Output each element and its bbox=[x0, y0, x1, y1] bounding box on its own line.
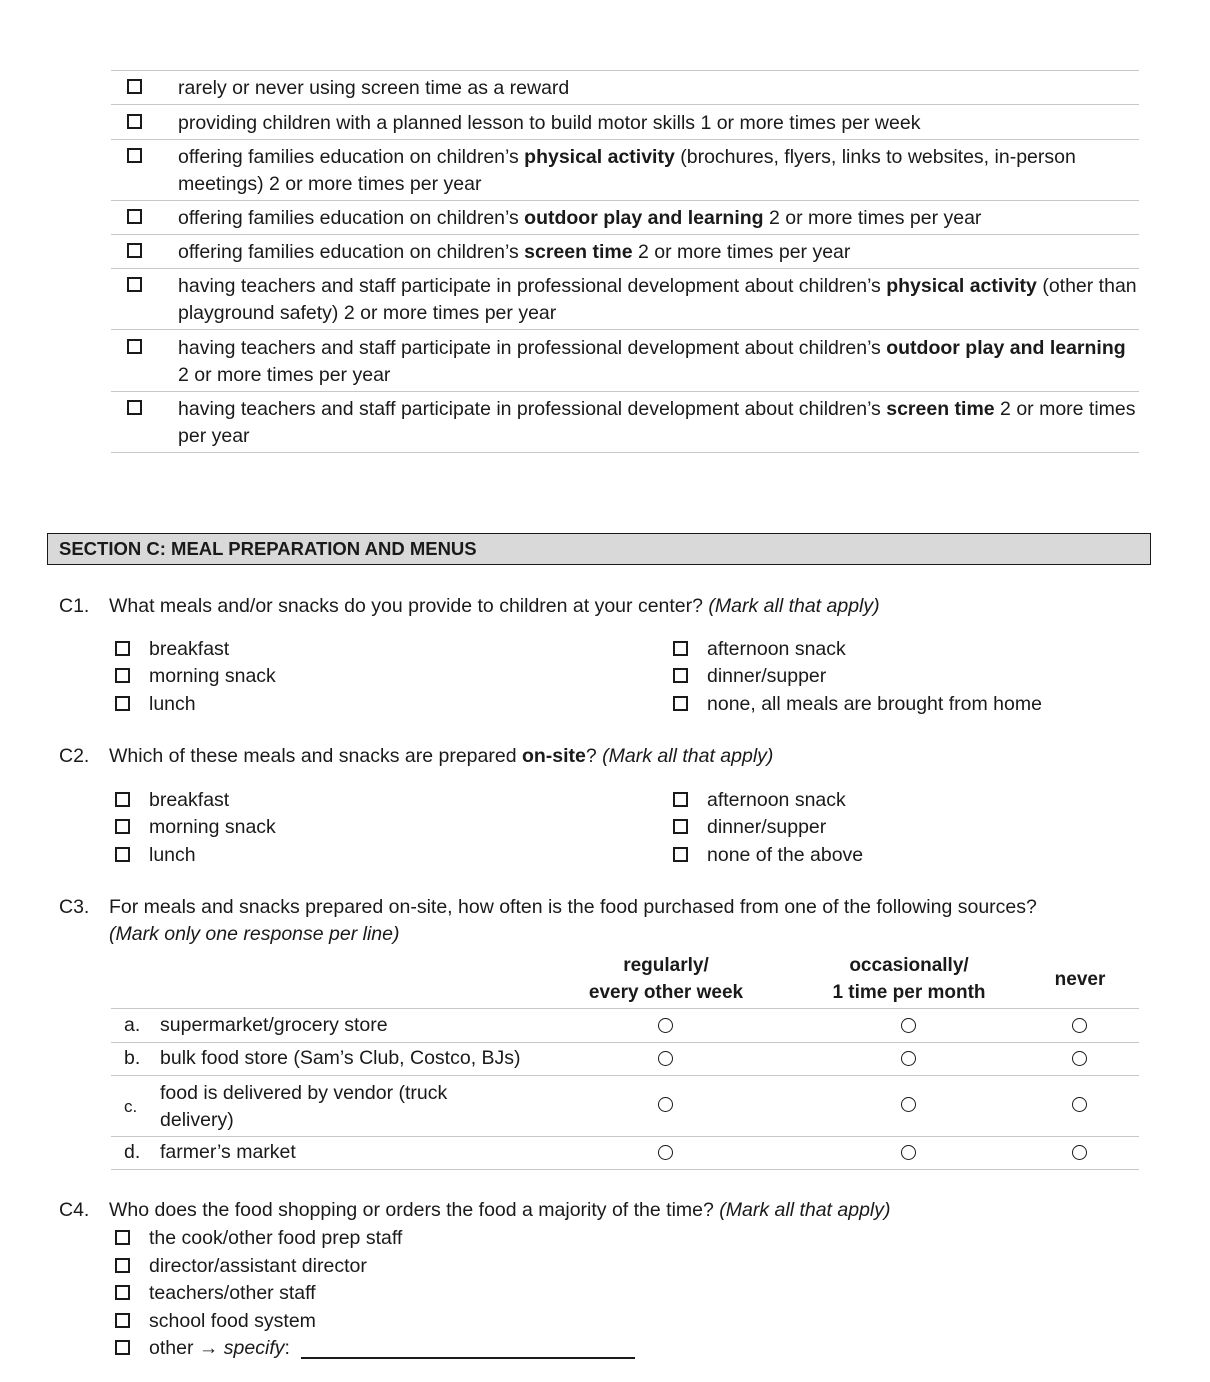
checkbox[interactable] bbox=[127, 114, 142, 129]
checkbox[interactable] bbox=[673, 641, 688, 656]
question-text: Who does the food shopping or orders the food a majority of the time? (Mark all that apply) bbox=[109, 1199, 891, 1221]
divider bbox=[111, 1008, 1139, 1009]
checkbox[interactable] bbox=[115, 696, 130, 711]
item-text: providing children with a planned lesson to build motor skills 1 or more times per week bbox=[178, 112, 921, 134]
divider bbox=[111, 329, 1139, 330]
checkbox[interactable] bbox=[115, 1285, 130, 1300]
checkbox[interactable] bbox=[673, 696, 688, 711]
checkbox[interactable] bbox=[127, 148, 142, 163]
row-letter: d. bbox=[124, 1141, 141, 1163]
checkbox[interactable] bbox=[115, 641, 130, 656]
item-text: offering families education on children’s screen time 2 or more times per year bbox=[178, 241, 851, 263]
radio-occasionally[interactable] bbox=[901, 1051, 916, 1066]
checkbox[interactable] bbox=[115, 847, 130, 862]
checkbox[interactable] bbox=[673, 792, 688, 807]
question-number: C3. bbox=[59, 896, 90, 918]
instruction: (Mark all that apply) bbox=[719, 1199, 891, 1221]
divider bbox=[111, 391, 1139, 392]
checkbox[interactable] bbox=[127, 277, 142, 292]
row-letter: a. bbox=[124, 1014, 141, 1036]
radio-never[interactable] bbox=[1072, 1145, 1087, 1160]
instruction: (Mark all that apply) bbox=[602, 745, 774, 767]
checkbox[interactable] bbox=[673, 668, 688, 683]
divider bbox=[111, 139, 1139, 140]
divider bbox=[111, 268, 1139, 269]
row-label: food is delivered by vendor (truck delivery) bbox=[160, 1082, 448, 1131]
instruction: (Mark only one response per line) bbox=[109, 923, 400, 945]
radio-never[interactable] bbox=[1072, 1018, 1087, 1033]
radio-occasionally[interactable] bbox=[901, 1018, 916, 1033]
radio-never[interactable] bbox=[1072, 1097, 1087, 1112]
divider bbox=[111, 1169, 1139, 1170]
specify-input-line[interactable] bbox=[301, 1357, 635, 1359]
divider bbox=[111, 200, 1139, 201]
radio-regularly[interactable] bbox=[658, 1018, 673, 1033]
radio-occasionally[interactable] bbox=[901, 1145, 916, 1160]
radio-occasionally[interactable] bbox=[901, 1097, 916, 1112]
checkbox[interactable] bbox=[115, 668, 130, 683]
item-text: having teachers and staff participate in professional development about children’s physical activity (other than playground safety) 2 or more times per year bbox=[178, 275, 1137, 324]
item-text: having teachers and staff participate in professional development about children’s screen time 2 or more times per year bbox=[178, 398, 1136, 447]
radio-regularly[interactable] bbox=[658, 1097, 673, 1112]
item-text: having teachers and staff participate in professional development about children’s outdoor play and learning 2 or more times per year bbox=[178, 337, 1126, 386]
item-text: rarely or never using screen time as a reward bbox=[178, 77, 570, 99]
item-text: offering families education on children’s physical activity (brochures, flyers, links to websites, in-person meetings) 2 or more times per year bbox=[178, 146, 1076, 195]
column-header-occasionally: occasionally/ 1 time per month bbox=[832, 955, 986, 1003]
divider bbox=[111, 1136, 1139, 1137]
checkbox[interactable] bbox=[115, 819, 130, 834]
row-label: bulk food store (Sam’s Club, Costco, BJs) bbox=[160, 1047, 521, 1069]
divider bbox=[111, 234, 1139, 235]
item-text: offering families education on children’s outdoor play and learning 2 or more times per year bbox=[178, 207, 982, 229]
checkbox[interactable] bbox=[673, 819, 688, 834]
row-letter: b. bbox=[124, 1047, 141, 1069]
instruction: (Mark all that apply) bbox=[708, 595, 880, 617]
question-number: C2. bbox=[59, 745, 90, 767]
arrow-right-icon: → bbox=[198, 1337, 219, 1359]
radio-never[interactable] bbox=[1072, 1051, 1087, 1066]
checkbox[interactable] bbox=[127, 400, 142, 415]
checkbox[interactable] bbox=[127, 339, 142, 354]
checkbox[interactable] bbox=[115, 1230, 130, 1245]
column-header-regularly: regularly/ every other week bbox=[588, 955, 744, 1003]
section-header: SECTION C: MEAL PREPARATION AND MENUS bbox=[47, 533, 1151, 565]
row-letter: c. bbox=[124, 1097, 138, 1116]
checkbox[interactable] bbox=[127, 79, 142, 94]
checkbox[interactable] bbox=[115, 792, 130, 807]
divider bbox=[111, 104, 1139, 105]
question-text: For meals and snacks prepared on-site, how often is the food purchased from one of the following sources? bbox=[109, 896, 1037, 918]
question-number: C4. bbox=[59, 1199, 90, 1221]
divider bbox=[111, 452, 1139, 453]
radio-regularly[interactable] bbox=[658, 1051, 673, 1066]
question-text: Which of these meals and snacks are prepared on-site? (Mark all that apply) bbox=[109, 745, 774, 767]
checkbox[interactable] bbox=[673, 847, 688, 862]
divider bbox=[111, 70, 1139, 71]
checkbox[interactable] bbox=[115, 1340, 130, 1355]
checkbox[interactable] bbox=[115, 1258, 130, 1273]
checkbox[interactable] bbox=[127, 243, 142, 258]
radio-regularly[interactable] bbox=[658, 1145, 673, 1160]
divider bbox=[111, 1075, 1139, 1076]
question-text: What meals and/or snacks do you provide to children at your center? (Mark all that apply) bbox=[109, 595, 880, 617]
row-label: supermarket/grocery store bbox=[160, 1014, 388, 1036]
question-number: C1. bbox=[59, 595, 90, 617]
column-header-never: never bbox=[1054, 969, 1106, 990]
checkbox[interactable] bbox=[115, 1313, 130, 1328]
divider bbox=[111, 1042, 1139, 1043]
row-label: farmer’s market bbox=[160, 1141, 296, 1163]
checkbox[interactable] bbox=[127, 209, 142, 224]
